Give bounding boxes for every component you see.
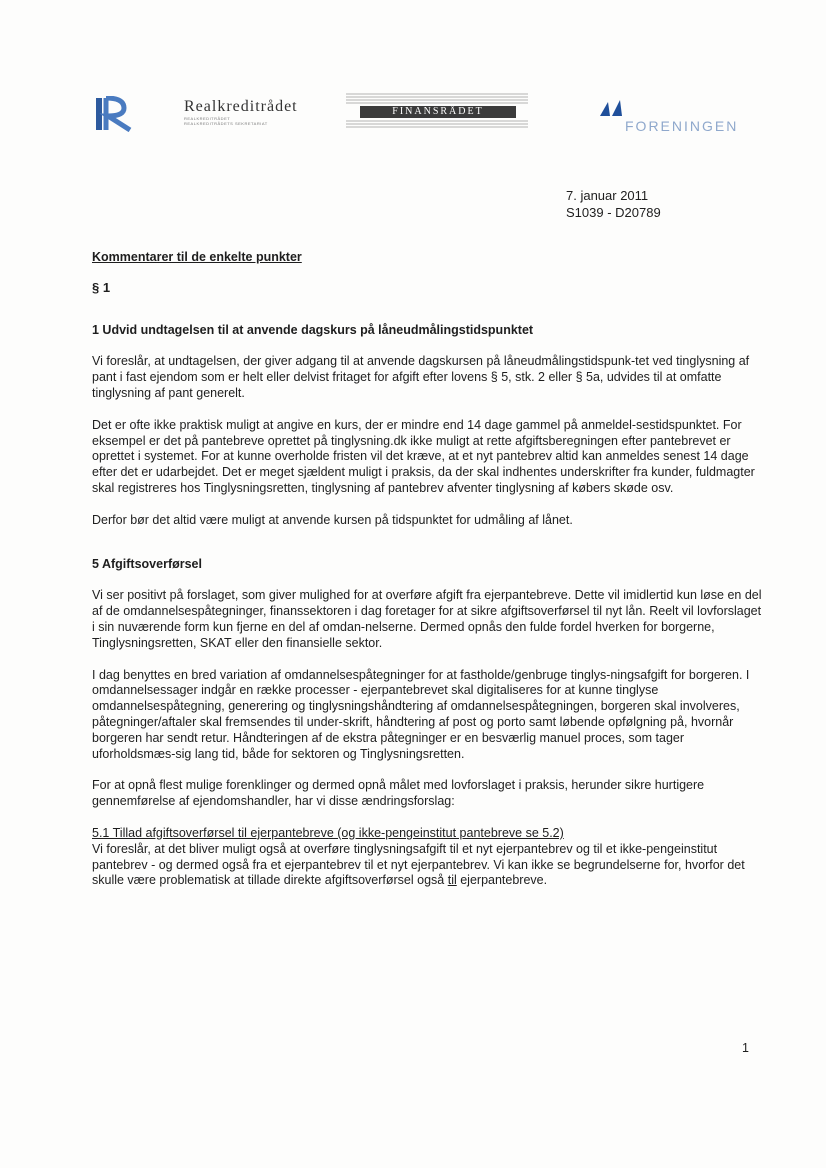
section-5-1-text: Vi foreslår, at det bliver muligt også at overføre tinglysningsafgift til et nyt ejerpantebrev og til et ikke-pengeinstitut pantebrev - og dermed også fra et ejerpantebrev til et nyt ejerpantebrev. Vi kan ikke se begrundelserne for, hvorfor det skulle være problematisk at tillade direkte afgiftsoverførsel også [92, 841, 745, 888]
section-5-paragraph-2: I dag benyttes en bred variation af omdannelsespåtegninger for at fastholde/genbruge tinglys-ningsafgift for borgeren. I omdannelsessager indgår en række processer - ejerpantebrevet skal digitaliseres for at kunne tinglyse omdannelsespåtegning, generering og tinglysningshåndtering af omdannelsespåtegningen, borgeren skal involveres, påtegninger/aftaler skal fremsendes til under-skrift, håndtering af post og porto samt løbende opfølgning på, hvornår borgeren har sendt retur. Håndteringen af de ekstra påtegninger er en besværlig manuel proces, som tager uforholdsmæs-sig lang tid, både for sektoren og Tinglysningsretten. [92, 667, 750, 761]
section-1-paragraph-3: Derfor bør det altid være muligt at anvende kursen på tidspunktet for udmåling af lånet. [92, 512, 573, 527]
section-5-paragraph-3: For at opnå flest mulige forenklinger og dermed opnå målet med lovforslaget i praksis, herunder sikre hurtigere gennemførelse af ejendomshandler, har vi disse ændringsforslag: [92, 778, 705, 809]
logo-bar: Realkreditrådet REALKREDITRÅDET REALKREDITRÅDETS SEKRETARIAT FINANSRÅDET FORENINGEN [0, 88, 826, 148]
realkreditraadet-logo: Realkreditrådet REALKREDITRÅDET REALKREDITRÅDETS SEKRETARIAT [184, 98, 298, 126]
section-5-1-text-end: ejerpantebreve. [456, 873, 548, 888]
section-5-title: 5 Afgiftsoverførsel [92, 556, 202, 571]
section-1-paragraph-1: Vi foreslår, at undtagelsen, der giver adgang til at anvende dagskursen på låneudmålingstidspunk-tet ved tinglysning af pant i fast ejendom som er helt eller delvist fritaget for afgift efter lovens § 5, stk. 2 eller § 5a, udvides til at omfatte tinglysning af pant generelt. [92, 354, 750, 400]
foreningen-mark-icon [600, 98, 630, 118]
finansraadet-logo: FINANSRÅDET [346, 92, 528, 128]
letter-date: 7. januar 2011 [566, 188, 649, 203]
section-5-1-title: 5.1 Tillad afgiftsoverførsel til ejerpantebreve (og ikke-pengeinstitut pantebreve se 5.2) [92, 825, 564, 840]
section-5-1-paragraph [92, 842, 762, 889]
section-1-title: 1 Udvid undtagelsen til at anvende dagskurs på låneudmålingstidspunktet [92, 322, 534, 337]
section-1-paragraph-2: Det er ofte ikke praktisk muligt at angive en kurs, der er mindre end 14 dage gammel på anmeldel-sestidspunktet. For eksempel er det på pantebreve oprettet på tinglysning.dk ikke muligt at rette afgiftsberegningen efter pantebrevet er oprettet i systemet. For at kunne overholde fristen vil det kræve, at et nyt pantebrev altid kan anmeldes senest 14 dage efter det er udarbejdet. Det er meget sjældent muligt i praksis, da der skal indhentes underskrifter fra kunder, fuldmagter skal registreres hos Tinglysningsretten, tinglysning af pantebrev afventer tinglysning af købers skøde osv. [92, 417, 755, 495]
reference-number: S1039 - D20789 [566, 205, 661, 220]
document-heading: Kommentarer til de enkelte punkter [92, 250, 302, 264]
section-5-paragraph-1: Vi ser positivt på forslaget, som giver mulighed for at overføre afgift fra ejerpantebreve. Dette vil imidlertid kun løse en del af de omdannelsespåtegninger, finanssektoren i dag foretager for at sikre afgiftsoverførsel til nyt lån. Reelt vil lovforslaget i sin nuværende form kun fjerne en del af omdan-nelserne. Dermed opnås den fulde fordel hverken for borgerne, Tinglysningsretten, SKAT eller den finansielle sektor. [92, 588, 762, 650]
section-heading: § 1 [92, 279, 111, 295]
page-number: 1 [742, 1041, 749, 1055]
section-5-1-emphasis: til [447, 873, 457, 888]
document-body [92, 250, 762, 889]
realkredit-r-logo-icon [96, 96, 138, 137]
date-reference-block [566, 187, 661, 221]
